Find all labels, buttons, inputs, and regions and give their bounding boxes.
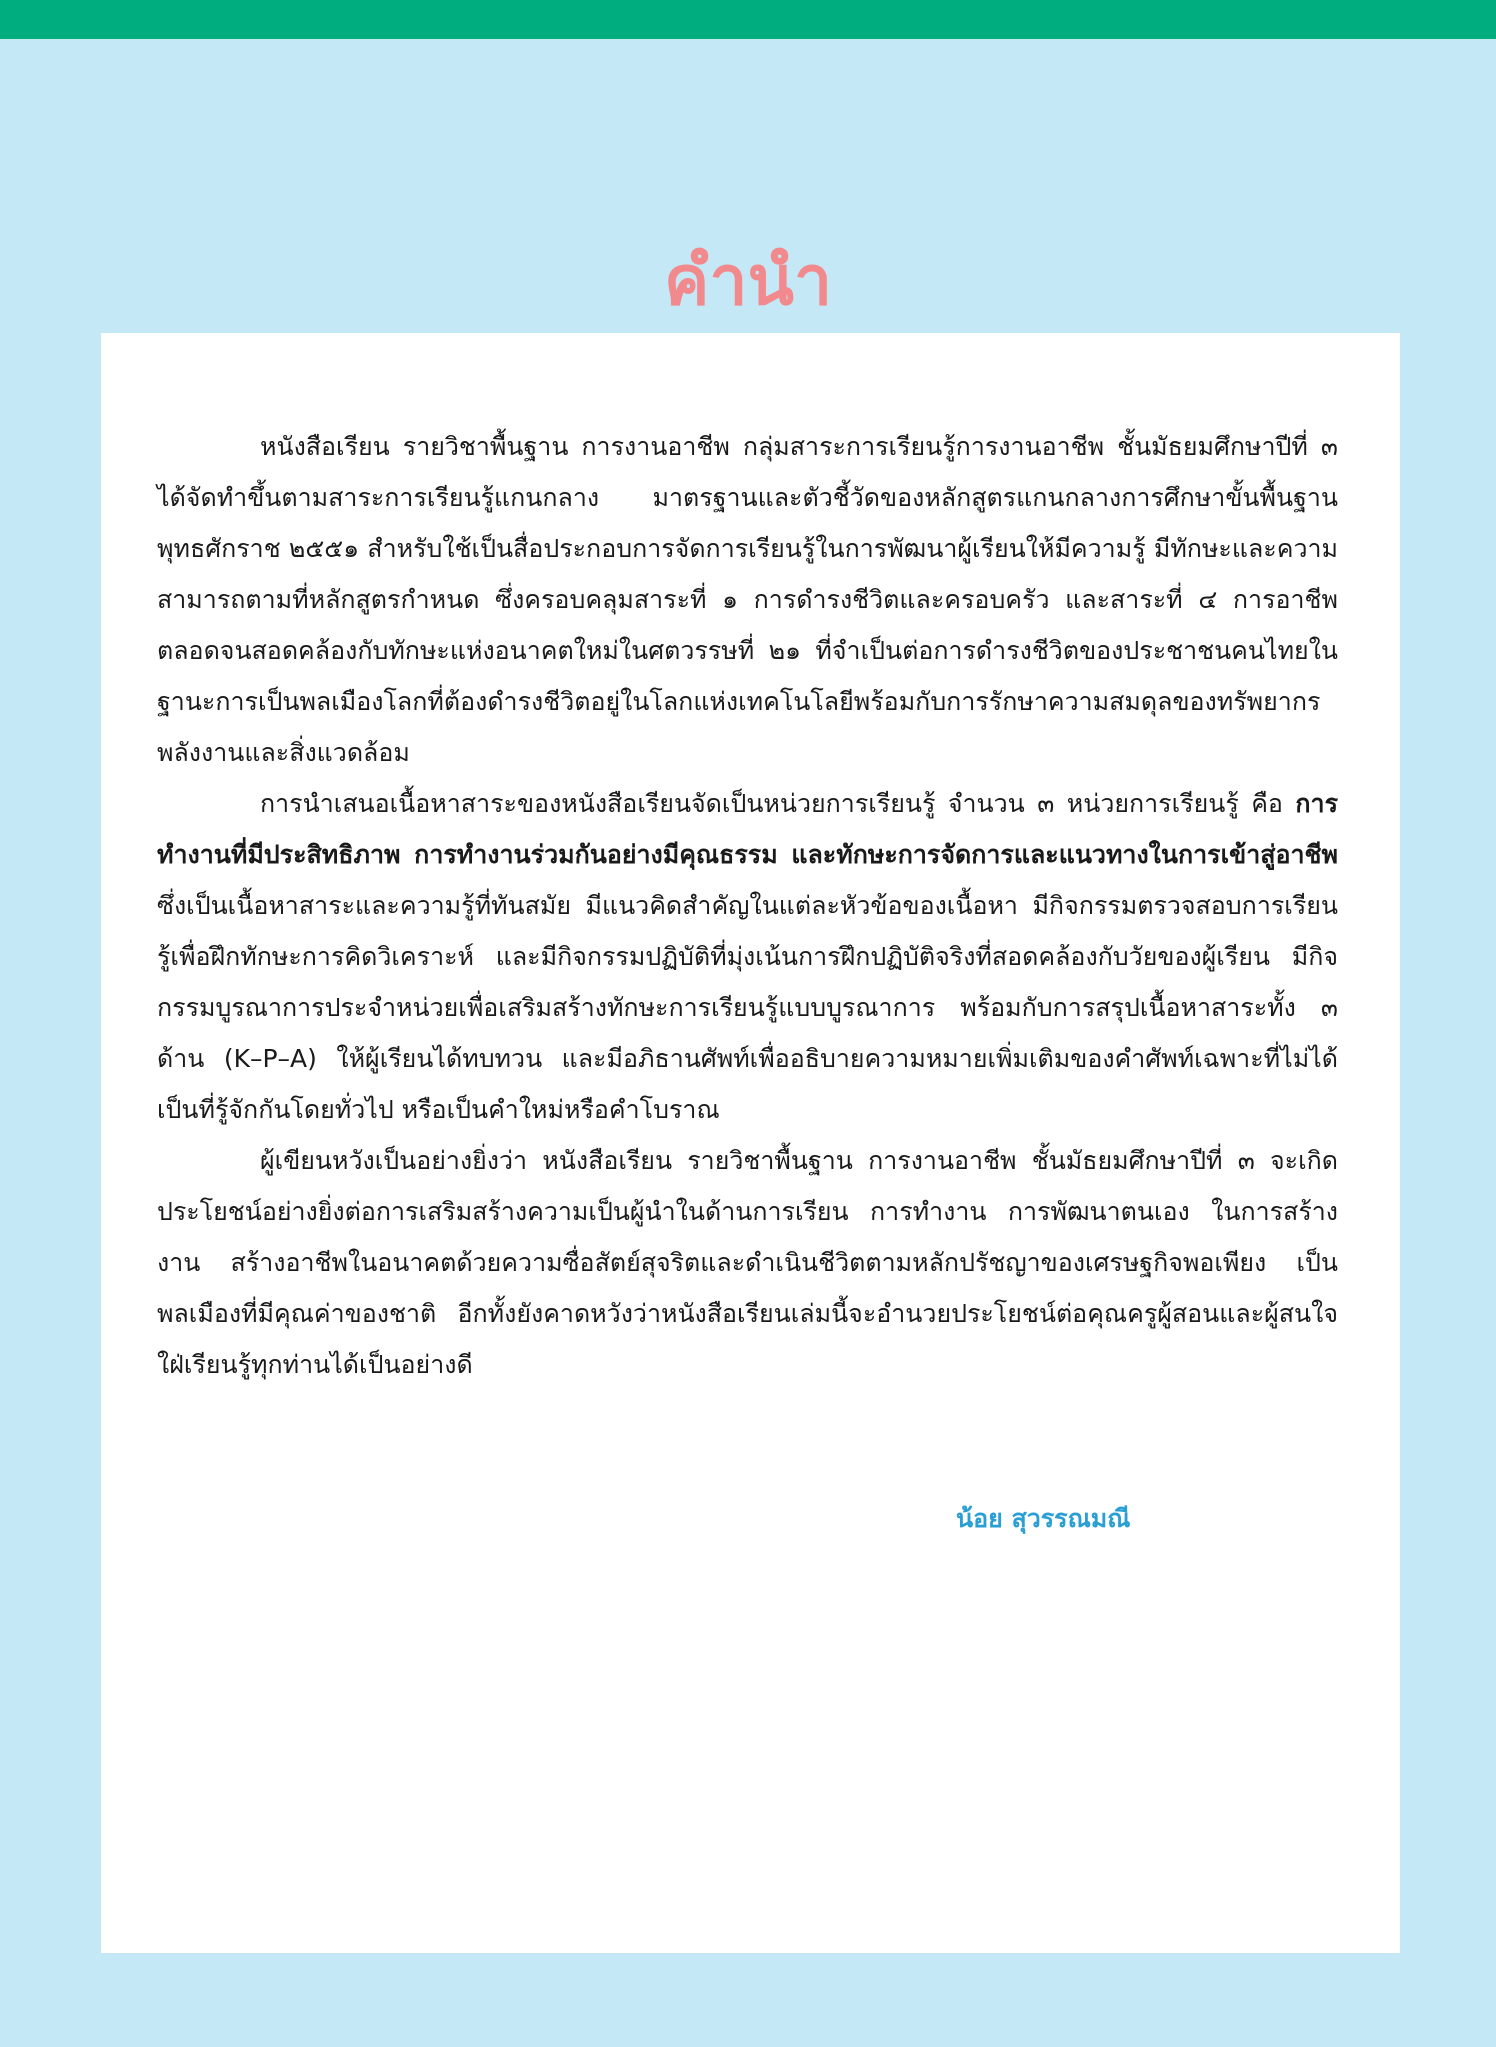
paragraph-2	[157, 778, 1338, 1135]
author-signature: น้อย สุวรรณมณี	[956, 1504, 1131, 1533]
paragraph-3: ผู้เขียนหวังเป็นอย่างยิ่งว่า หนังสือเรียน รายวิชาพื้นฐาน การงานอาชีพ ชั้นมัธยมศึกษาปีที่ ๓ จะเกิดประโยชน์อย่างยิ่งต่อการเสริมสร้างความเป็นผู้นำในด้านการเรียน การทำงาน การพัฒนาตนเอง ในการสร้างงาน สร้างอาชีพในอนาคตด้วยความซื่อสัตย์สุจริตและดำเนินชีวิตตามหลักปรัชญาของเศรษฐกิจพอเพียง เป็นพลเมืองที่มีคุณค่าของชาติ อีกทั้งยังคาดหวังว่าหนังสือเรียนเล่มนี้จะอำนวยประโยชน์ต่อคุณครูผู้สอนและผู้สนใจใฝ่เรียนรู้ทุกท่านได้เป็นอย่างดี	[157, 1146, 1338, 1379]
preface-body	[157, 421, 1338, 1390]
page-title: คำนำ	[663, 242, 833, 321]
paragraph-2-intro: การนำเสนอเนื้อหาสาระของหนังสือเรียนจัดเป็นหน่วยการเรียนรู้ จำนวน ๓ หน่วยการเรียนรู้ คือ	[260, 789, 1296, 818]
paragraph-2-rest: ซึ่งเป็นเนื้อหาสาระและความรู้ที่ทันสมัย มีแนวคิดสำคัญในแต่ละหัวข้อของเนื้อหา มีกิจกรรมตรวจสอบการเรียนรู้เพื่อฝึกทักษะการคิดวิเคราะห์ และมีกิจกรรมปฏิบัติที่มุ่งเน้นการฝึกปฏิบัติจริงที่สอดคล้องกับวัยของผู้เรียน มีกิจกรรมบูรณาการประจำหน่วยเพื่อเสริมสร้างทักษะการเรียนรู้แบบบูรณาการ พร้อมกับการสรุปเนื้อหาสาระทั้ง ๓ ด้าน (K–P–A) ให้ผู้เรียนได้ทบทวน และมีอภิธานศัพท์เพื่ออธิบายความหมายเพิ่มเติมของคำศัพท์เฉพาะที่ไม่ได้เป็นที่รู้จักกันโดยทั่วไป หรือเป็นคำใหม่หรือคำโบราณ	[157, 891, 1338, 1124]
paragraph-1: หนังสือเรียน รายวิชาพื้นฐาน การงานอาชีพ กลุ่มสาระการเรียนรู้การงานอาชีพ ชั้นมัธยมศึกษาปีที่ ๓ ได้จัดทำขึ้นตามสาระการเรียนรู้แกนกลาง มาตรฐานและตัวชี้วัดของหลักสูตรแกนกลางการศึกษาขั้นพื้นฐาน พุทธศักราช ๒๕๕๑ สำหรับใช้เป็นสื่อประกอบการจัดการเรียนรู้ในการพัฒนาผู้เรียนให้มีความรู้ มีทักษะและความสามารถตามที่หลักสูตรกำหนด ซึ่งครอบคลุมสาระที่ ๑ การดำรงชีวิตและครอบครัว และสาระที่ ๔ การอาชีพ ตลอดจนสอดคล้องกับทักษะแห่งอนาคตใหม่ในศตวรรษที่ ๒๑ ที่จำเป็นต่อการดำรงชีวิตของประชาชนคนไทยในฐานะการเป็นพลเมืองโลกที่ต้องดำรงชีวิตอยู่ในโลกแห่งเทคโนโลยีพร้อมกับการรักษาความสมดุลของทรัพยากร พลังงานและสิ่งแวดล้อม	[157, 432, 1338, 767]
paragraph-2-units-bold: การทำงานที่มีประสิทธิภาพ การทำงานร่วมกันอย่างมีคุณธรรม และทักษะการจัดการและแนวทางในการเข้าสู่อาชีพ	[157, 789, 1338, 869]
content-card	[101, 333, 1400, 1953]
top-accent-bar	[0, 0, 1496, 39]
